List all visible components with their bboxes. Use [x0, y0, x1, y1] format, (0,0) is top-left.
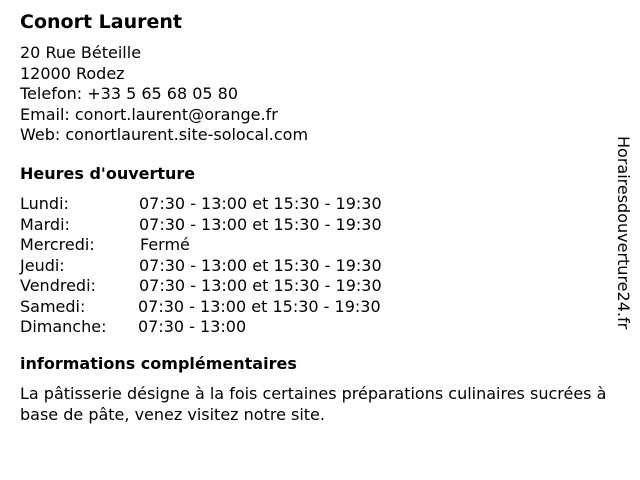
street-address: 20 Rue Béteille	[20, 43, 142, 62]
hours-value: 07:30 - 13:00 et 15:30 - 19:30	[139, 194, 382, 213]
side-watermark-text: Horairesdouverture24.fr	[614, 136, 633, 330]
day-label: Samedi:	[20, 296, 86, 316]
business-name: Conort Laurent	[20, 11, 182, 33]
contact-block	[20, 43, 308, 146]
day-label: Mardi:	[20, 214, 70, 234]
hours-value: 07:30 - 13:00 et 15:30 - 19:30	[139, 214, 382, 234]
hours-value: 07:30 - 13:00	[138, 317, 247, 336]
day-label: Dimanche:	[20, 317, 107, 336]
phone-line: Telefon: +33 5 65 68 05 80	[20, 84, 239, 103]
info-heading: informations complémentaires	[20, 354, 297, 373]
day-label: Vendredi:	[20, 276, 96, 295]
web-line: Web: conortlaurent.site-solocal.com	[20, 125, 309, 144]
hours-value: 07:30 - 13:00 et 15:30 - 19:30	[138, 296, 381, 316]
city-postal: 12000 Rodez	[20, 63, 125, 83]
day-label: Lundi:	[20, 194, 69, 213]
email-line: Email: conort.laurent@orange.fr	[20, 104, 278, 124]
hours-value: Fermé	[140, 235, 190, 254]
side-watermark	[612, 136, 634, 368]
hours-heading: Heures d'ouverture	[20, 164, 196, 183]
hours-value: 07:30 - 13:00 et 15:30 - 19:30	[139, 255, 382, 275]
day-label: Jeudi:	[20, 255, 65, 275]
day-label: Mercredi:	[20, 235, 95, 254]
info-description: La pâtisserie désigne à la fois certaines préparations culinaires sucrées à base de pâte, venez visitez notre site.	[20, 384, 607, 424]
hours-value: 07:30 - 13:00 et 15:30 - 19:30	[139, 276, 382, 295]
